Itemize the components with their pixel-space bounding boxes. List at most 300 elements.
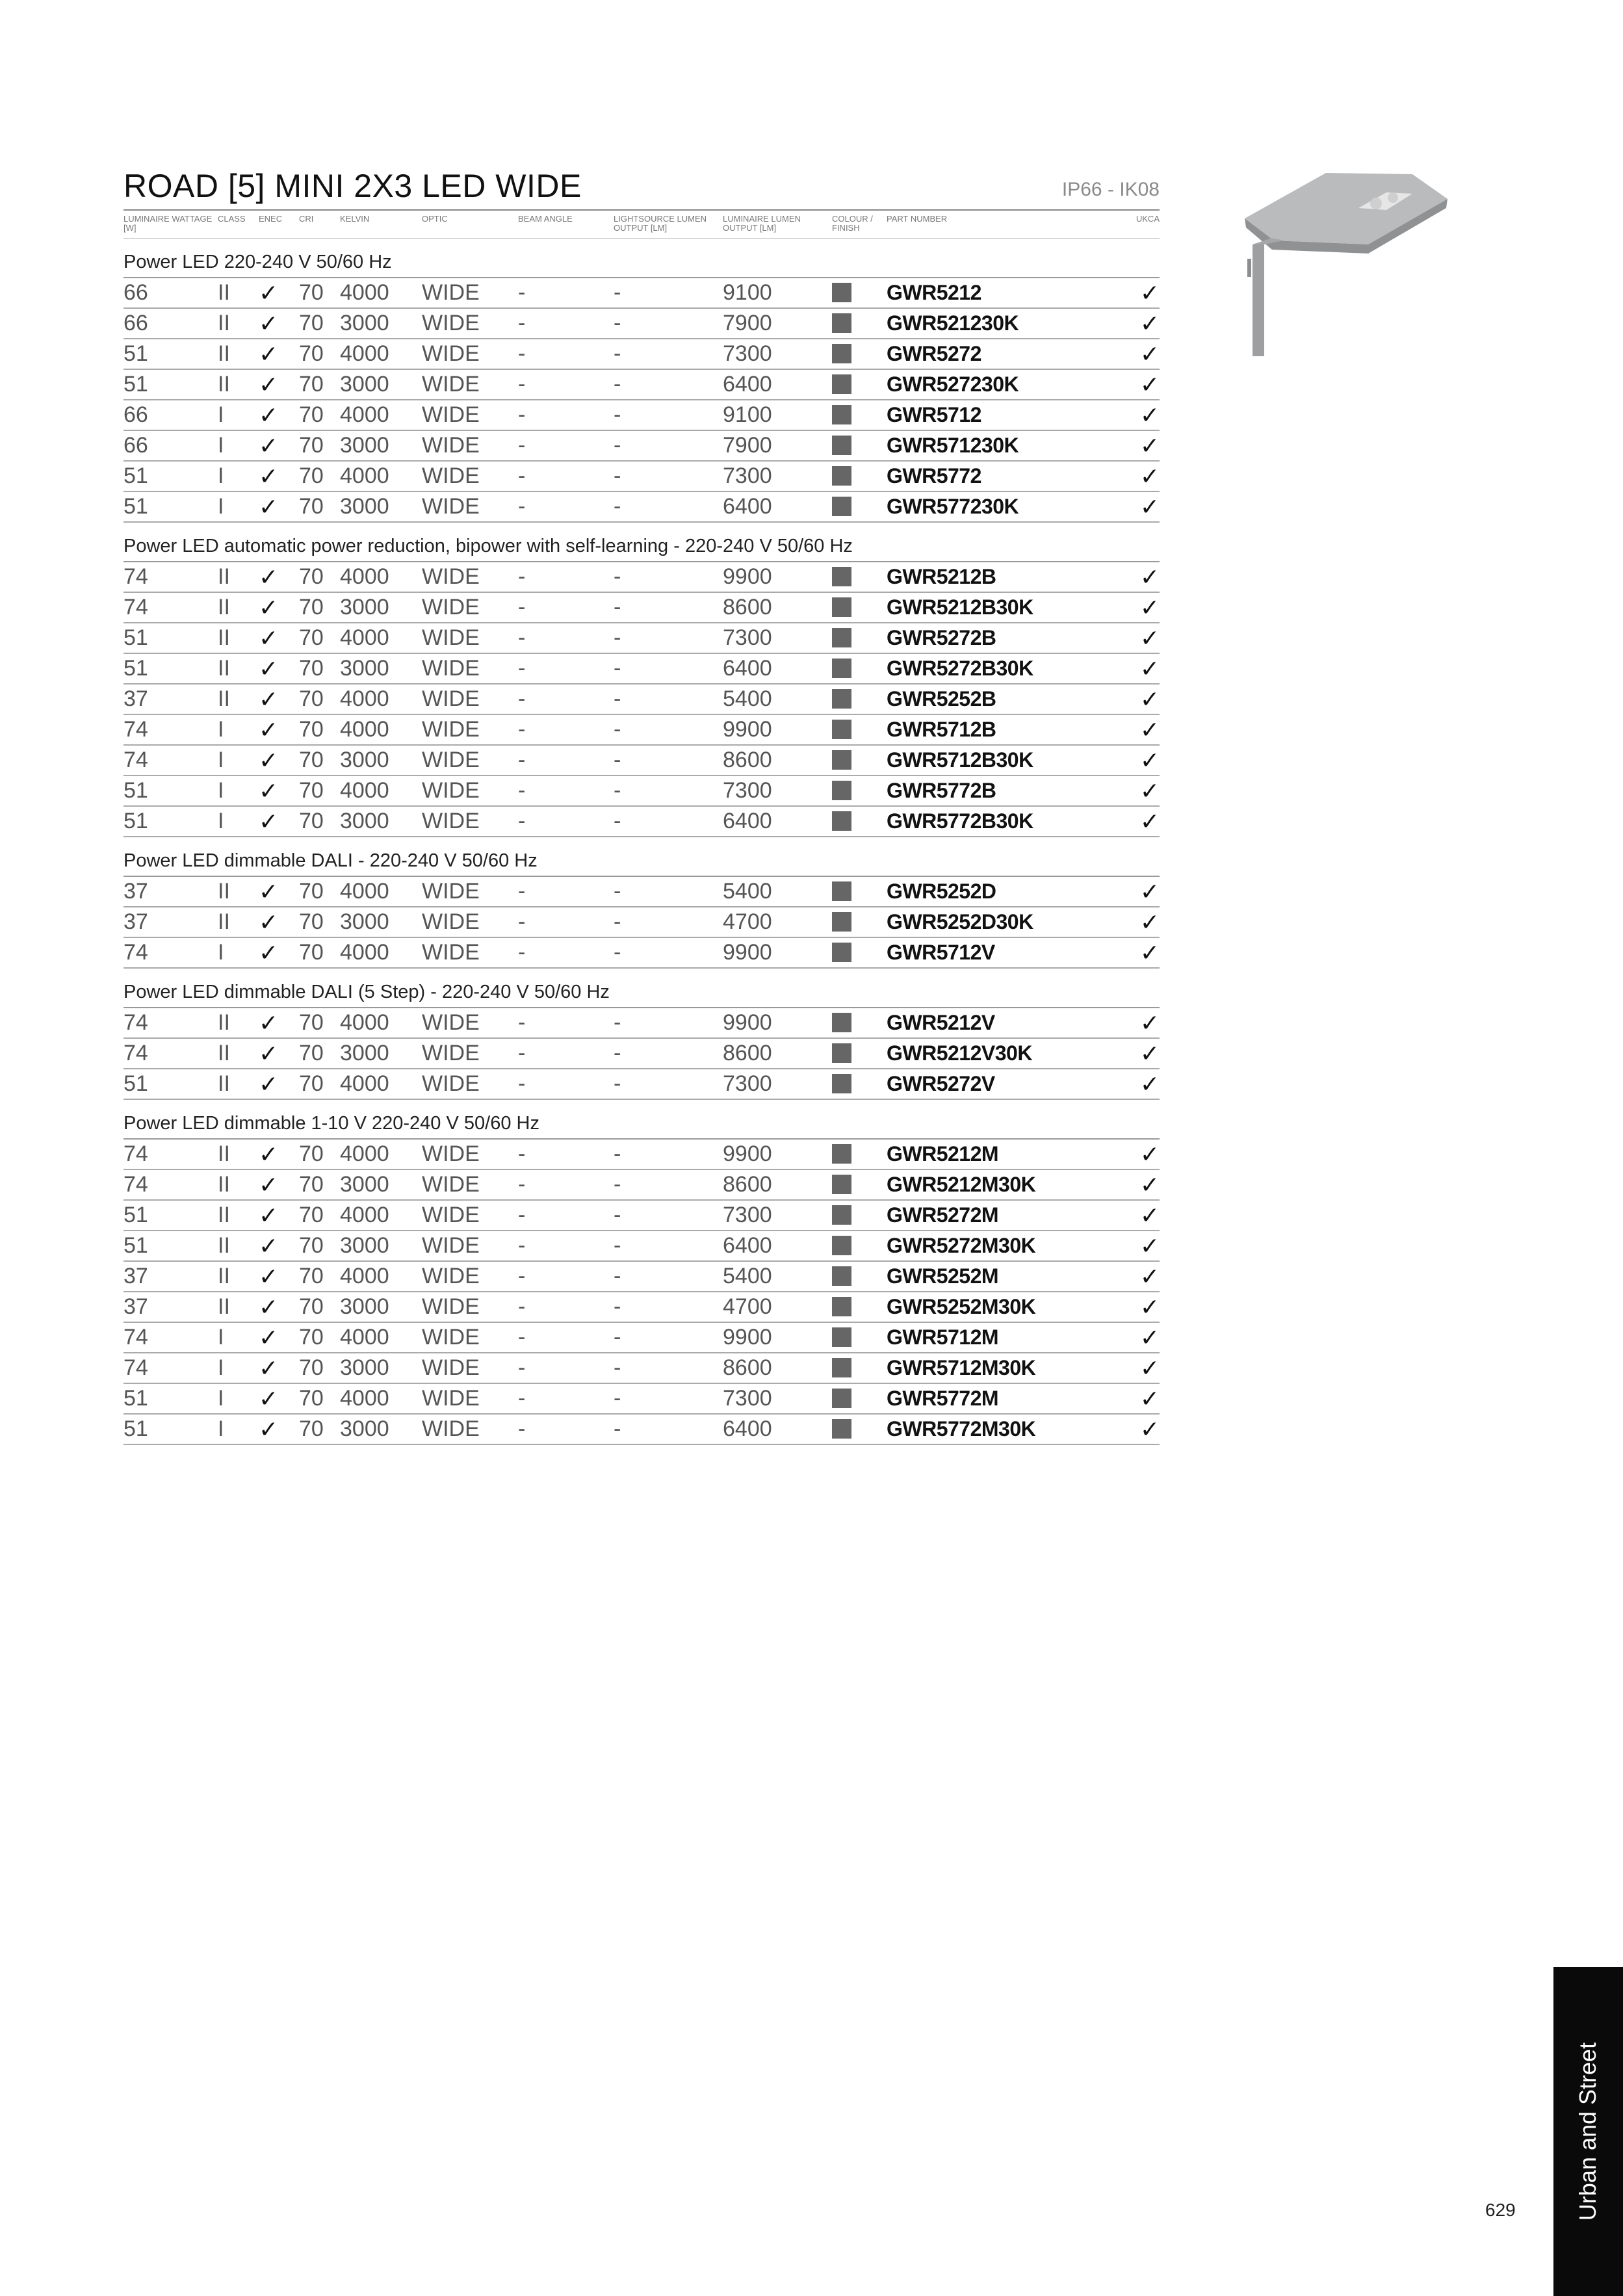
kelvin-cell: 4000 xyxy=(340,1383,422,1414)
table-row xyxy=(123,592,1160,623)
wattage-cell: 51 xyxy=(123,369,218,400)
wattage-cell: 74 xyxy=(123,592,218,623)
class-cell: II xyxy=(218,1231,259,1261)
wattage-cell: 37 xyxy=(123,1261,218,1292)
table-row xyxy=(123,907,1160,937)
ukca-check-icon: ✓ xyxy=(1121,1069,1160,1099)
luminaire-lumen-cell: 9100 xyxy=(723,278,832,308)
beam-angle-cell: - xyxy=(518,776,614,806)
wattage-cell: 51 xyxy=(123,1231,218,1261)
wattage-cell: 51 xyxy=(123,653,218,684)
ukca-check-icon: ✓ xyxy=(1121,461,1160,491)
table-row xyxy=(123,776,1160,806)
enec-check-icon: ✓ xyxy=(259,1200,299,1231)
finish-swatch xyxy=(832,597,851,617)
luminaire-lumen-cell: 9900 xyxy=(723,1008,832,1038)
cri-cell: 70 xyxy=(299,369,340,400)
kelvin-cell: 4000 xyxy=(340,1200,422,1231)
wattage-cell: 66 xyxy=(123,278,218,308)
lightsource-lumen-cell: - xyxy=(614,592,723,623)
finish-swatch xyxy=(832,912,851,932)
table-row xyxy=(123,806,1160,837)
class-cell: I xyxy=(218,1353,259,1383)
kelvin-cell: 4000 xyxy=(340,714,422,745)
cri-cell: 70 xyxy=(299,1414,340,1444)
section-heading xyxy=(123,239,1160,278)
table-row xyxy=(123,1322,1160,1353)
product-table xyxy=(123,209,1160,1445)
ukca-check-icon: ✓ xyxy=(1121,1322,1160,1353)
lightsource-lumen-cell: - xyxy=(614,907,723,937)
colour-swatch xyxy=(832,806,887,837)
col-header-kelvin: KELVIN xyxy=(340,210,422,239)
class-cell: II xyxy=(218,876,259,907)
cri-cell: 70 xyxy=(299,876,340,907)
luminaire-lumen-cell: 6400 xyxy=(723,1231,832,1261)
finish-swatch xyxy=(832,1266,851,1286)
wattage-cell: 74 xyxy=(123,562,218,592)
optic-cell: WIDE xyxy=(422,714,518,745)
finish-swatch xyxy=(832,628,851,647)
lightsource-lumen-cell: - xyxy=(614,461,723,491)
section-heading xyxy=(123,968,1160,1008)
beam-angle-cell: - xyxy=(518,278,614,308)
table-row xyxy=(123,491,1160,522)
wattage-cell: 37 xyxy=(123,684,218,714)
class-cell: II xyxy=(218,592,259,623)
lightsource-lumen-cell: - xyxy=(614,339,723,369)
luminaire-lumen-cell: 7300 xyxy=(723,1069,832,1099)
cri-cell: 70 xyxy=(299,1231,340,1261)
lightsource-lumen-cell: - xyxy=(614,1414,723,1444)
wattage-cell: 66 xyxy=(123,430,218,461)
optic-cell: WIDE xyxy=(422,1231,518,1261)
cri-cell: 70 xyxy=(299,806,340,837)
table-row xyxy=(123,714,1160,745)
table-row xyxy=(123,1200,1160,1231)
enec-check-icon: ✓ xyxy=(259,1322,299,1353)
street-lamp-icon xyxy=(1238,168,1453,356)
class-cell: II xyxy=(218,1139,259,1169)
class-cell: II xyxy=(218,907,259,937)
lightsource-lumen-cell: - xyxy=(614,400,723,430)
class-cell: II xyxy=(218,369,259,400)
table-row xyxy=(123,745,1160,776)
beam-angle-cell: - xyxy=(518,1261,614,1292)
ukca-check-icon: ✓ xyxy=(1121,430,1160,461)
part-number-cell: GWR5712M30K xyxy=(887,1353,1121,1383)
table-row xyxy=(123,937,1160,968)
colour-swatch xyxy=(832,369,887,400)
luminaire-lumen-cell: 5400 xyxy=(723,1261,832,1292)
section-heading xyxy=(123,1099,1160,1139)
enec-check-icon: ✓ xyxy=(259,684,299,714)
colour-swatch xyxy=(832,937,887,968)
enec-check-icon: ✓ xyxy=(259,653,299,684)
cri-cell: 70 xyxy=(299,1322,340,1353)
table-row xyxy=(123,1261,1160,1292)
luminaire-lumen-cell: 8600 xyxy=(723,1353,832,1383)
finish-swatch xyxy=(832,1297,851,1316)
enec-check-icon: ✓ xyxy=(259,1231,299,1261)
table-row xyxy=(123,308,1160,339)
kelvin-cell: 4000 xyxy=(340,562,422,592)
lightsource-lumen-cell: - xyxy=(614,876,723,907)
beam-angle-cell: - xyxy=(518,1008,614,1038)
ukca-check-icon: ✓ xyxy=(1121,1353,1160,1383)
cri-cell: 70 xyxy=(299,461,340,491)
kelvin-cell: 3000 xyxy=(340,308,422,339)
class-cell: II xyxy=(218,623,259,653)
beam-angle-cell: - xyxy=(518,1038,614,1069)
finish-swatch xyxy=(832,466,851,486)
enec-check-icon: ✓ xyxy=(259,623,299,653)
beam-angle-cell: - xyxy=(518,562,614,592)
part-number-cell: GWR577230K xyxy=(887,491,1121,522)
luminaire-lumen-cell: 9900 xyxy=(723,1322,832,1353)
wattage-cell: 51 xyxy=(123,491,218,522)
optic-cell: WIDE xyxy=(422,562,518,592)
part-number-cell: GWR5212V30K xyxy=(887,1038,1121,1069)
luminaire-lumen-cell: 9100 xyxy=(723,400,832,430)
finish-swatch xyxy=(832,1013,851,1032)
lightsource-lumen-cell: - xyxy=(614,714,723,745)
section-rows xyxy=(123,278,1160,522)
wattage-cell: 74 xyxy=(123,714,218,745)
kelvin-cell: 3000 xyxy=(340,745,422,776)
lightsource-lumen-cell: - xyxy=(614,1261,723,1292)
part-number-cell: GWR5772 xyxy=(887,461,1121,491)
part-number-cell: GWR5212V xyxy=(887,1008,1121,1038)
luminaire-lumen-cell: 4700 xyxy=(723,1292,832,1322)
optic-cell: WIDE xyxy=(422,1353,518,1383)
wattage-cell: 51 xyxy=(123,1069,218,1099)
optic-cell: WIDE xyxy=(422,1139,518,1169)
optic-cell: WIDE xyxy=(422,623,518,653)
class-cell: I xyxy=(218,937,259,968)
ukca-check-icon: ✓ xyxy=(1121,369,1160,400)
lightsource-lumen-cell: - xyxy=(614,1353,723,1383)
enec-check-icon: ✓ xyxy=(259,339,299,369)
beam-angle-cell: - xyxy=(518,369,614,400)
class-cell: II xyxy=(218,684,259,714)
colour-swatch xyxy=(832,623,887,653)
beam-angle-cell: - xyxy=(518,1069,614,1099)
optic-cell: WIDE xyxy=(422,430,518,461)
optic-cell: WIDE xyxy=(422,776,518,806)
lightsource-lumen-cell: - xyxy=(614,937,723,968)
enec-check-icon: ✓ xyxy=(259,369,299,400)
part-number-cell: GWR5252D xyxy=(887,876,1121,907)
ukca-check-icon: ✓ xyxy=(1121,776,1160,806)
optic-cell: WIDE xyxy=(422,1261,518,1292)
part-number-cell: GWR5772B xyxy=(887,776,1121,806)
class-cell: II xyxy=(218,1169,259,1200)
side-tab xyxy=(1553,1967,1623,2296)
ip-ik-rating: IP66 - IK08 xyxy=(1061,179,1160,200)
table-row xyxy=(123,653,1160,684)
part-number-cell: GWR5272 xyxy=(887,339,1121,369)
table-row xyxy=(123,876,1160,907)
col-header-beam-angle: BEAM ANGLE xyxy=(518,210,614,239)
lightsource-lumen-cell: - xyxy=(614,623,723,653)
class-cell: I xyxy=(218,430,259,461)
luminaire-lumen-cell: 9900 xyxy=(723,562,832,592)
optic-cell: WIDE xyxy=(422,369,518,400)
ukca-check-icon: ✓ xyxy=(1121,653,1160,684)
ukca-check-icon: ✓ xyxy=(1121,308,1160,339)
enec-check-icon: ✓ xyxy=(259,776,299,806)
cri-cell: 70 xyxy=(299,714,340,745)
ukca-check-icon: ✓ xyxy=(1121,400,1160,430)
table-row xyxy=(123,1069,1160,1099)
section-title: Power LED dimmable DALI (5 Step) - 220-240 V 50/60 Hz xyxy=(123,968,1160,1008)
section-rows xyxy=(123,876,1160,968)
cri-cell: 70 xyxy=(299,1069,340,1099)
lightsource-lumen-cell: - xyxy=(614,653,723,684)
wattage-cell: 74 xyxy=(123,1139,218,1169)
part-number-cell: GWR5252M xyxy=(887,1261,1121,1292)
enec-check-icon: ✓ xyxy=(259,400,299,430)
table-row xyxy=(123,339,1160,369)
page-title: ROAD [5] MINI 2X3 LED WIDE xyxy=(123,168,582,204)
part-number-cell: GWR5272M30K xyxy=(887,1231,1121,1261)
beam-angle-cell: - xyxy=(518,1200,614,1231)
finish-swatch xyxy=(832,1327,851,1347)
ukca-check-icon: ✓ xyxy=(1121,1414,1160,1444)
col-header-class: CLASS xyxy=(218,210,259,239)
cri-cell: 70 xyxy=(299,339,340,369)
ukca-check-icon: ✓ xyxy=(1121,1261,1160,1292)
kelvin-cell: 3000 xyxy=(340,1231,422,1261)
cri-cell: 70 xyxy=(299,592,340,623)
optic-cell: WIDE xyxy=(422,937,518,968)
lightsource-lumen-cell: - xyxy=(614,308,723,339)
enec-check-icon: ✓ xyxy=(259,876,299,907)
kelvin-cell: 4000 xyxy=(340,1322,422,1353)
enec-check-icon: ✓ xyxy=(259,430,299,461)
enec-check-icon: ✓ xyxy=(259,308,299,339)
beam-angle-cell: - xyxy=(518,876,614,907)
ukca-check-icon: ✓ xyxy=(1121,278,1160,308)
kelvin-cell: 3000 xyxy=(340,1292,422,1322)
optic-cell: WIDE xyxy=(422,876,518,907)
beam-angle-cell: - xyxy=(518,937,614,968)
beam-angle-cell: - xyxy=(518,1322,614,1353)
cri-cell: 70 xyxy=(299,776,340,806)
section-heading xyxy=(123,522,1160,562)
class-cell: I xyxy=(218,745,259,776)
beam-angle-cell: - xyxy=(518,653,614,684)
optic-cell: WIDE xyxy=(422,1069,518,1099)
enec-check-icon: ✓ xyxy=(259,562,299,592)
wattage-cell: 51 xyxy=(123,806,218,837)
section-title: Power LED automatic power reduction, bipower with self-learning - 220-240 V 50/60 Hz xyxy=(123,522,1160,562)
cri-cell: 70 xyxy=(299,562,340,592)
enec-check-icon: ✓ xyxy=(259,907,299,937)
wattage-cell: 51 xyxy=(123,461,218,491)
ukca-check-icon: ✓ xyxy=(1121,1231,1160,1261)
lightsource-lumen-cell: - xyxy=(614,1038,723,1069)
finish-swatch xyxy=(832,405,851,424)
enec-check-icon: ✓ xyxy=(259,1383,299,1414)
colour-swatch xyxy=(832,461,887,491)
col-header-luminaire-lumen: LUMINAIRE LUMEN OUTPUT [LM] xyxy=(723,210,832,239)
beam-angle-cell: - xyxy=(518,623,614,653)
wattage-cell: 51 xyxy=(123,1200,218,1231)
optic-cell: WIDE xyxy=(422,1200,518,1231)
luminaire-lumen-cell: 7300 xyxy=(723,461,832,491)
col-header-part-number: PART NUMBER xyxy=(887,210,1121,239)
kelvin-cell: 3000 xyxy=(340,430,422,461)
cri-cell: 70 xyxy=(299,1292,340,1322)
kelvin-cell: 4000 xyxy=(340,1008,422,1038)
luminaire-lumen-cell: 6400 xyxy=(723,369,832,400)
page-number: 629 xyxy=(1485,2200,1516,2220)
kelvin-cell: 4000 xyxy=(340,623,422,653)
lightsource-lumen-cell: - xyxy=(614,776,723,806)
class-cell: II xyxy=(218,653,259,684)
luminaire-lumen-cell: 7300 xyxy=(723,776,832,806)
part-number-cell: GWR527230K xyxy=(887,369,1121,400)
kelvin-cell: 4000 xyxy=(340,937,422,968)
table-row xyxy=(123,1383,1160,1414)
lightsource-lumen-cell: - xyxy=(614,1169,723,1200)
luminaire-lumen-cell: 8600 xyxy=(723,592,832,623)
table-row xyxy=(123,1038,1160,1069)
class-cell: II xyxy=(218,308,259,339)
colour-swatch xyxy=(832,1231,887,1261)
colour-swatch xyxy=(832,1292,887,1322)
class-cell: I xyxy=(218,1414,259,1444)
luminaire-lumen-cell: 8600 xyxy=(723,745,832,776)
colour-swatch xyxy=(832,745,887,776)
cri-cell: 70 xyxy=(299,1261,340,1292)
enec-check-icon: ✓ xyxy=(259,1353,299,1383)
cri-cell: 70 xyxy=(299,937,340,968)
luminaire-lumen-cell: 7300 xyxy=(723,1200,832,1231)
wattage-cell: 51 xyxy=(123,776,218,806)
part-number-cell: GWR5712V xyxy=(887,937,1121,968)
enec-check-icon: ✓ xyxy=(259,806,299,837)
class-cell: I xyxy=(218,400,259,430)
optic-cell: WIDE xyxy=(422,400,518,430)
ukca-check-icon: ✓ xyxy=(1121,491,1160,522)
class-cell: II xyxy=(218,278,259,308)
lightsource-lumen-cell: - xyxy=(614,562,723,592)
kelvin-cell: 4000 xyxy=(340,339,422,369)
beam-angle-cell: - xyxy=(518,1231,614,1261)
enec-check-icon: ✓ xyxy=(259,1169,299,1200)
ukca-check-icon: ✓ xyxy=(1121,876,1160,907)
luminaire-lumen-cell: 6400 xyxy=(723,806,832,837)
table-header xyxy=(123,210,1160,239)
optic-cell: WIDE xyxy=(422,1169,518,1200)
beam-angle-cell: - xyxy=(518,1292,614,1322)
optic-cell: WIDE xyxy=(422,278,518,308)
part-number-cell: GWR5772M30K xyxy=(887,1414,1121,1444)
wattage-cell: 74 xyxy=(123,1038,218,1069)
optic-cell: WIDE xyxy=(422,1038,518,1069)
wattage-cell: 37 xyxy=(123,907,218,937)
kelvin-cell: 3000 xyxy=(340,491,422,522)
part-number-cell: GWR5712B30K xyxy=(887,745,1121,776)
cri-cell: 70 xyxy=(299,400,340,430)
kelvin-cell: 4000 xyxy=(340,400,422,430)
colour-swatch xyxy=(832,1169,887,1200)
colour-swatch xyxy=(832,308,887,339)
section-rows xyxy=(123,1008,1160,1099)
part-number-cell: GWR5252B xyxy=(887,684,1121,714)
cri-cell: 70 xyxy=(299,623,340,653)
finish-swatch xyxy=(832,1236,851,1255)
wattage-cell: 74 xyxy=(123,745,218,776)
kelvin-cell: 3000 xyxy=(340,592,422,623)
colour-swatch xyxy=(832,1383,887,1414)
part-number-cell: GWR5772B30K xyxy=(887,806,1121,837)
wattage-cell: 74 xyxy=(123,1322,218,1353)
cri-cell: 70 xyxy=(299,430,340,461)
optic-cell: WIDE xyxy=(422,1383,518,1414)
section-rows xyxy=(123,562,1160,837)
class-cell: I xyxy=(218,491,259,522)
kelvin-cell: 4000 xyxy=(340,278,422,308)
class-cell: I xyxy=(218,806,259,837)
section-heading xyxy=(123,837,1160,876)
optic-cell: WIDE xyxy=(422,592,518,623)
luminaire-lumen-cell: 9900 xyxy=(723,937,832,968)
col-header-cri: CRI xyxy=(299,210,340,239)
cri-cell: 70 xyxy=(299,745,340,776)
part-number-cell: GWR5272M xyxy=(887,1200,1121,1231)
beam-angle-cell: - xyxy=(518,491,614,522)
table-row xyxy=(123,430,1160,461)
enec-check-icon: ✓ xyxy=(259,1292,299,1322)
lightsource-lumen-cell: - xyxy=(614,1008,723,1038)
part-number-cell: GWR5252M30K xyxy=(887,1292,1121,1322)
cri-cell: 70 xyxy=(299,653,340,684)
class-cell: I xyxy=(218,1322,259,1353)
enec-check-icon: ✓ xyxy=(259,491,299,522)
luminaire-lumen-cell: 7900 xyxy=(723,430,832,461)
colour-swatch xyxy=(832,1200,887,1231)
lightsource-lumen-cell: - xyxy=(614,1383,723,1414)
class-cell: II xyxy=(218,1292,259,1322)
table-row xyxy=(123,1169,1160,1200)
cri-cell: 70 xyxy=(299,1008,340,1038)
luminaire-lumen-cell: 6400 xyxy=(723,653,832,684)
optic-cell: WIDE xyxy=(422,907,518,937)
enec-check-icon: ✓ xyxy=(259,278,299,308)
beam-angle-cell: - xyxy=(518,806,614,837)
luminaire-lumen-cell: 7300 xyxy=(723,1383,832,1414)
wattage-cell: 74 xyxy=(123,1008,218,1038)
ukca-check-icon: ✓ xyxy=(1121,1383,1160,1414)
lightsource-lumen-cell: - xyxy=(614,806,723,837)
cri-cell: 70 xyxy=(299,1038,340,1069)
table-row xyxy=(123,623,1160,653)
finish-swatch xyxy=(832,436,851,455)
enec-check-icon: ✓ xyxy=(259,937,299,968)
finish-swatch xyxy=(832,344,851,363)
colour-swatch xyxy=(832,1353,887,1383)
colour-swatch xyxy=(832,1414,887,1444)
finish-swatch xyxy=(832,811,851,831)
lightsource-lumen-cell: - xyxy=(614,1322,723,1353)
table-row xyxy=(123,1353,1160,1383)
enec-check-icon: ✓ xyxy=(259,1261,299,1292)
beam-angle-cell: - xyxy=(518,745,614,776)
